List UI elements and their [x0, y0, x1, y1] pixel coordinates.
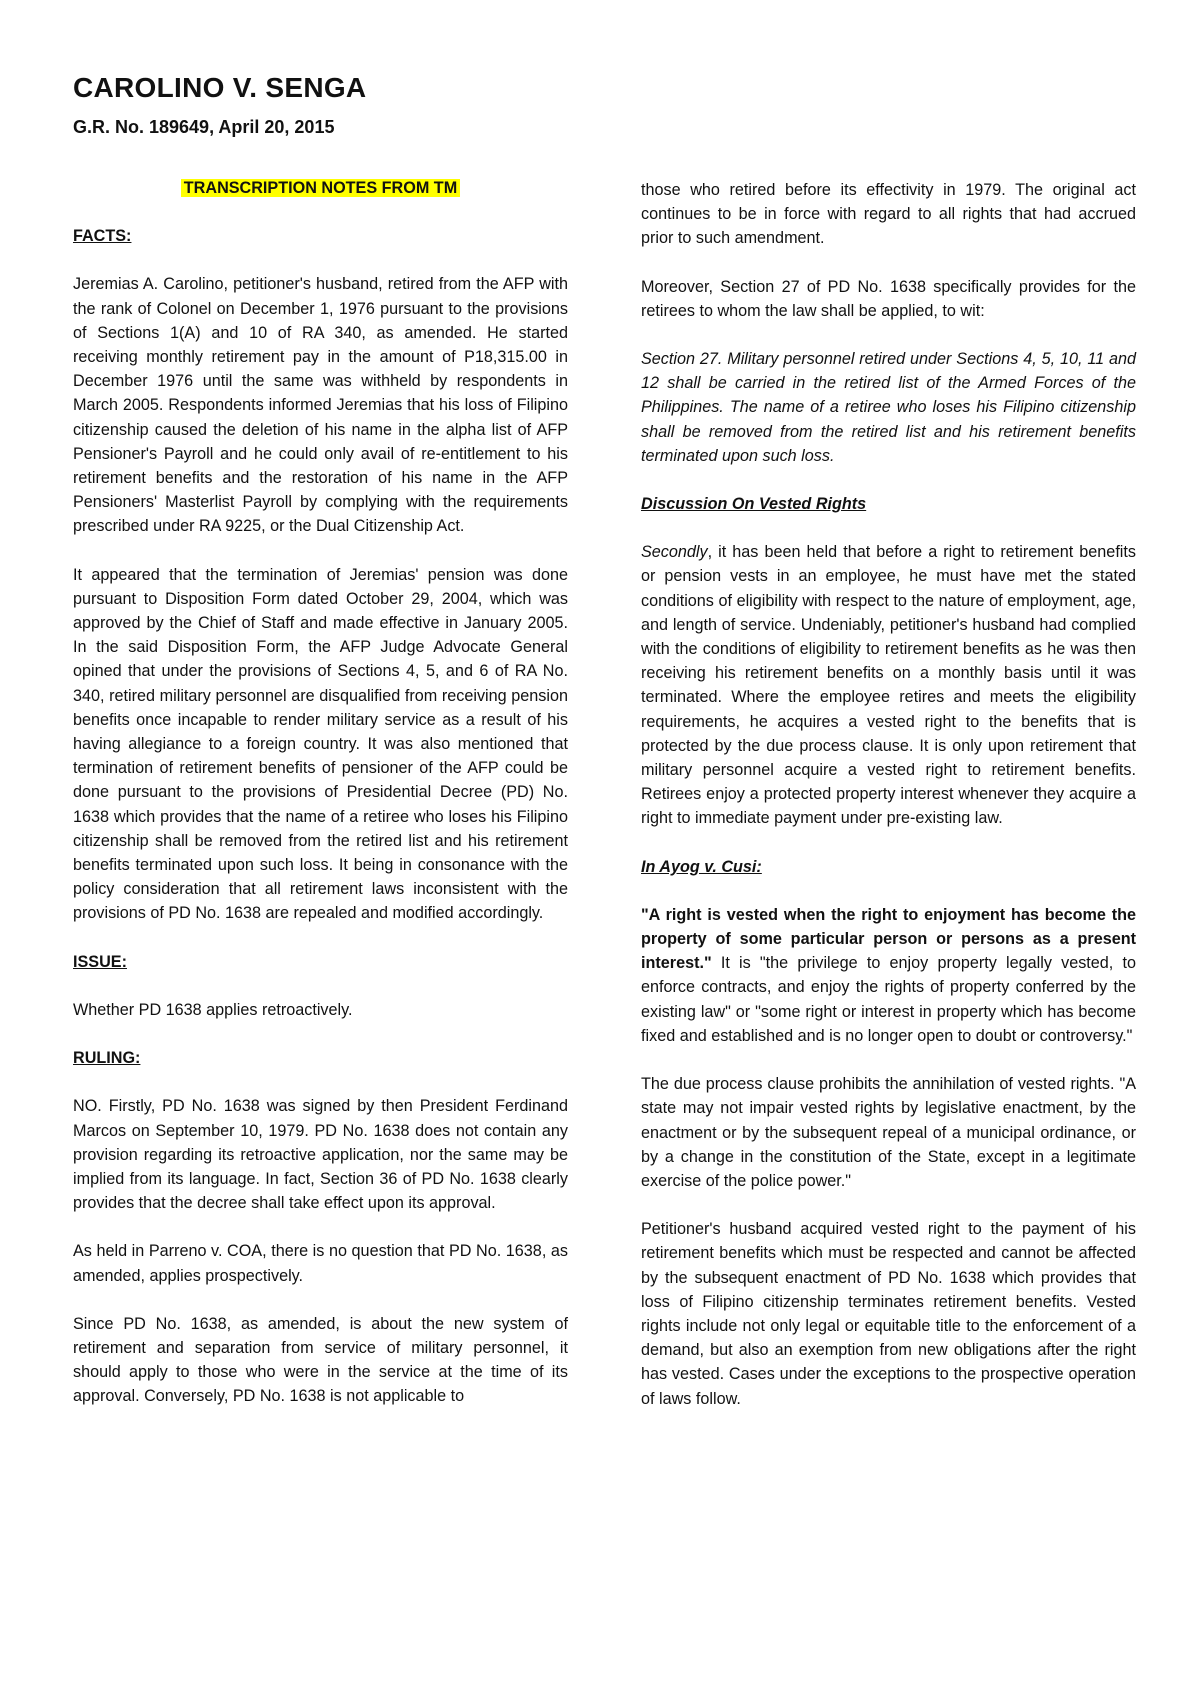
ayog-rest-text: It is "the privilege to enjoy property legally vested, to enforce contracts, and enjoy the rights of property conferred by the existing law" or "some right or interest in property which has become fixed and established and is no longer open to doubt or controversy.": [641, 954, 1136, 1045]
ayog-heading: In Ayog v. Cusi:: [641, 857, 762, 876]
ruling-paragraph-2: As held in Parreno v. COA, there is no question that PD No. 1638, as amended, applies prospectively.: [73, 1242, 568, 1285]
section-27-quote: Section 27. Military personnel retired under Sections 4, 5, 10, 11 and 12 shall be carried in the retired list of the Armed Forces of the Philippines. The name of a retiree who loses his Filipino citizenship shall be removed from the retired list and his retirement benefits terminated upon such loss.: [641, 350, 1136, 465]
facts-paragraph-1: Jeremias A. Carolino, petitioner's husband, retired from the AFP with the rank of Colonel on December 1, 1976 pursuant to the provisions of Sections 1(A) and 10 of RA 340, as amended. He started receiving monthly retirement pay in the amount of P18,315.00 in December 1976 until the same was withheld by respondents in March 2005. Respondents informed Jeremias that his loss of Filipino citizenship caused the deletion of his name in the alpha list of AFP Pensioner's Payroll and he could only avail of re-entitlement to his retirement benefits and the restoration of his name in the AFP Pensioners' Masterlist Payroll by complying with the requirements prescribed under RA 9225, or the Dual Citizenship Act.: [73, 275, 568, 536]
ayog-bold-quote: "A right is vested when the right to enjoyment has become the property of some particular person or persons as a present interest.": [641, 905, 1136, 973]
facts-heading: FACTS:: [73, 227, 132, 246]
ruling-heading: RULING:: [73, 1049, 141, 1068]
case-citation: G.R. No. 189649, April 20, 2015: [73, 117, 335, 137]
ayog-paragraph: [641, 903, 1136, 1048]
issue-text: Whether PD 1638 applies retroactively.: [73, 1000, 353, 1019]
vested-rights-text: , it has been held that before a right to retirement benefits or pension vests in an employee, he must have met the stated conditions of eligibility with respect to the nature of employment, age, and length of service. Undeniably, petitioner's husband had complied with the conditions of eligibility to retirement benefits as he was then receiving his retirement benefits on a monthly basis until it was terminated. Where the employee retires and meets the eligibility requirements, he acquires a vested right to the benefits that is protected by the due process clause. It is only upon retirement that military personnel acquire a vested right to retirement benefits. Retirees enjoy a protected property interest whenever they acquire a right to immediate payment under pre-existing law.: [641, 543, 1136, 828]
issue-heading: ISSUE:: [73, 952, 127, 971]
right-column: [641, 178, 1136, 1435]
vested-rights-paragraph: [641, 540, 1136, 830]
left-column: [73, 176, 568, 1433]
facts-paragraph-2: It appeared that the termination of Jeremias' pension was done pursuant to Disposition Form dated October 29, 2004, which was approved by the Chief of Staff and made effective in January 2005. In the said Disposition Form, the AFP Judge Advocate General opined that under the provisions of Sections 4, 5, and 6 of RA No. 340, retired military personnel are disqualified from receiving pension benefits once incapable to render military service as a result of his having allegiance to a foreign country. It was also mentioned that termination of retirement benefits of pensioner of the AFP could be done pursuant to the provisions of Presidential Decree (PD) No. 1638 which provides that the name of a retiree who loses his Filipino citizenship shall be removed from the retired list and his retirement benefits terminated upon such loss. It being in consonance with the policy consideration that all retirement laws inconsistent with the provisions of PD No. 1638 are repealed and modified accordingly.: [73, 565, 568, 923]
continued-paragraph-2: Moreover, Section 27 of PD No. 1638 specifically provides for the retirees to whom the law shall be applied, to wit:: [641, 277, 1136, 320]
ruling-paragraph-1: NO. Firstly, PD No. 1638 was signed by then President Ferdinand Marcos on September 10, 1979. PD No. 1638 does not contain any provision regarding its retroactive application, nor the same may be implied from its language. In fact, Section 36 of PD No. 1638 clearly provides that the decree shall take effect upon its approval.: [73, 1097, 568, 1213]
vested-lead-word: Secondly: [641, 543, 708, 562]
final-paragraph: Petitioner's husband acquired vested right to the payment of his retirement benefits which must be respected and cannot be affected by the subsequent enactment of PD No. 1638 which provides that loss of Filipino citizenship terminates retirement benefits. Vested rights include not only legal or equitable title to the enforcement of a demand, but also an exemption from new obligations after the right has vested. Cases under the exceptions to the prospective operation of laws follow.: [641, 1220, 1136, 1408]
banner-wrap: [73, 176, 568, 200]
continued-paragraph-1: those who retired before its effectivity in 1979. The original act continues to be in force with regard to all rights that had accrued prior to such amendment.: [641, 181, 1136, 248]
due-process-paragraph: The due process clause prohibits the annihilation of vested rights. "A state may not impair vested rights by legislative enactment, by the enactment or by the subsequent repeal of a municipal ordinance, or by a change in the constitution of the State, except in a legitimate exercise of the police power.": [641, 1075, 1136, 1190]
transcription-banner: TRANSCRIPTION NOTES FROM TM: [181, 179, 460, 197]
case-title: CAROLINO V. SENGA: [73, 72, 367, 103]
ruling-paragraph-3: Since PD No. 1638, as amended, is about the new system of retirement and separation from service of military personnel, it should apply to those who were in the service at the time of its approval. Conversely, PD No. 1638 is not applicable to: [73, 1314, 568, 1406]
vested-rights-heading: Discussion On Vested Rights: [641, 495, 867, 514]
